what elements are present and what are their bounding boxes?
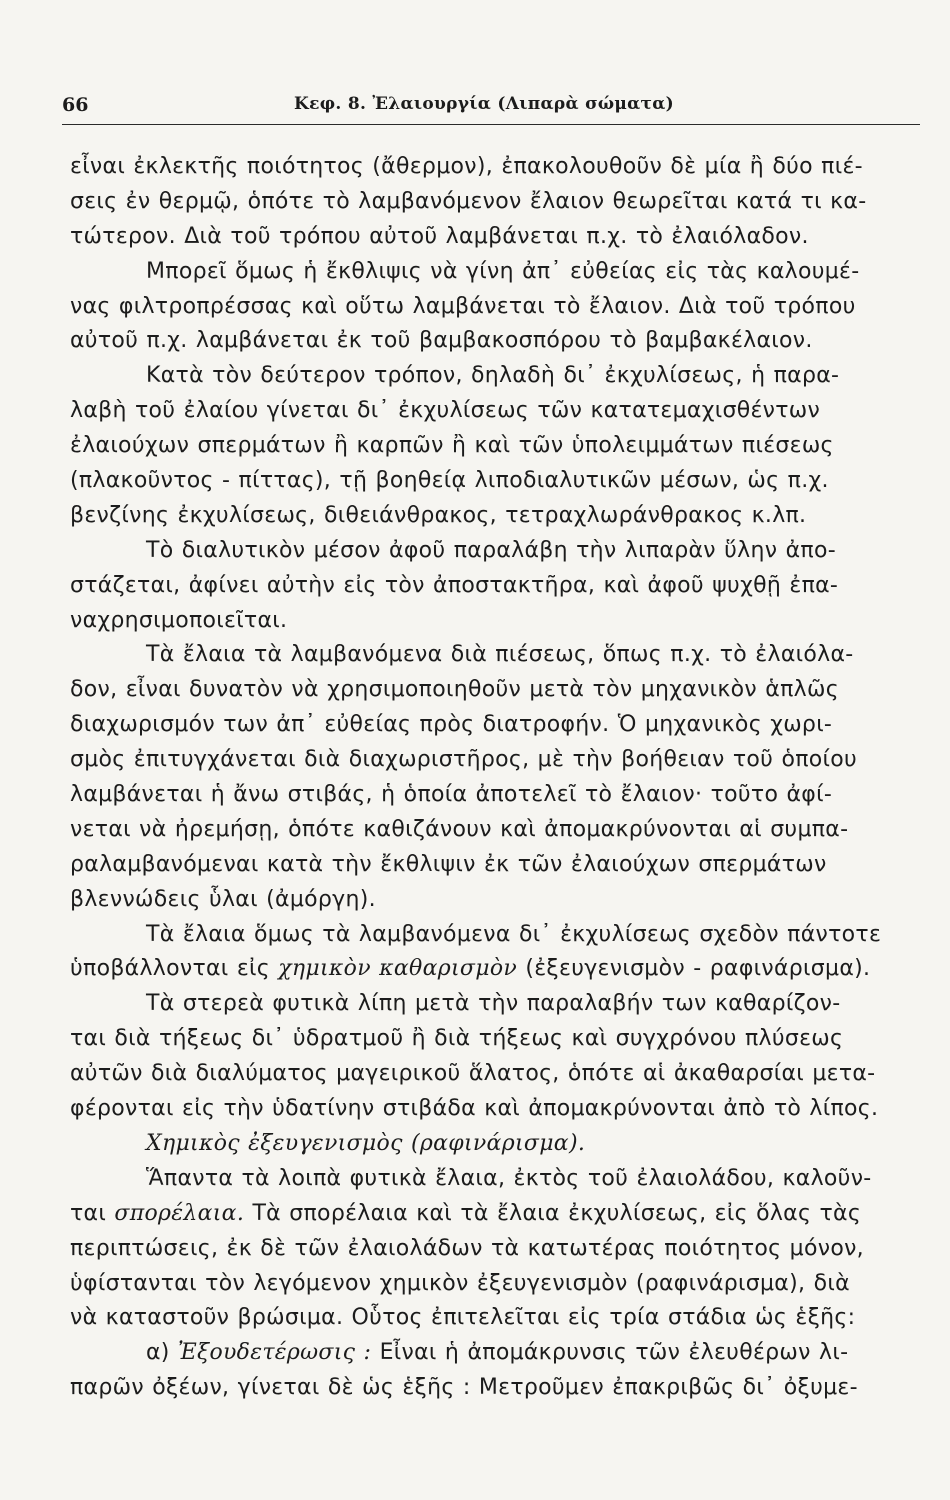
text-line bbox=[70, 952, 926, 987]
header-rule bbox=[62, 124, 920, 125]
text-line: τώτερον. Διὰ τοῦ τρόπου αὐτοῦ λαμβάνεται π.χ. τὸ ἐλαιόλαδον. bbox=[70, 223, 809, 249]
text-line: παρῶν ὀξέων, γίνεται δὲ ὡς ἑξῆς : Μετροῦμεν ἐπακριβῶς δι᾽ ὀξυμε- bbox=[70, 1375, 858, 1401]
text-line: ραλαμβανόμεναι κατὰ τὴν ἔκθλιψιν ἐκ τῶν ἐλαιούχων σπερμάτων bbox=[70, 851, 827, 877]
text-line: λαβὴ τοῦ ἐλαίου γίνεται δι᾽ ἐκχυλίσεως τῶν κατατεμαχισθέντων bbox=[70, 398, 821, 424]
text-line: φέρονται εἰς τὴν ὑδατίνην στιβάδα καὶ ἀπομακρύνονται ἀπὸ τὸ λίπος. bbox=[70, 1096, 879, 1122]
page-header bbox=[62, 86, 920, 122]
text-line bbox=[70, 1336, 926, 1371]
text-line: νας φιλτροπρέσσας καὶ οὕτω λαμβάνεται τὸ ἔλαιον. Διὰ τοῦ τρόπου bbox=[70, 293, 856, 319]
emphasis-chemical-cleaning: χημικὸν καθαρισμὸν bbox=[278, 956, 518, 982]
text-line bbox=[70, 1197, 926, 1232]
text-line: ναχρησιμοποιεῖται. bbox=[70, 607, 288, 633]
page-body bbox=[70, 150, 926, 1406]
text-run: ται bbox=[70, 1200, 107, 1226]
text-line: Τὰ ἔλαια ὅμως τὰ λαμβανόμενα δι᾽ ἐκχυλίσεως σχεδὸν πάντοτε bbox=[146, 921, 882, 947]
text-line: περιπτώσεις, ἐκ δὲ τῶν ἐλαιολάδων τὰ κατωτέρας ποιότητος μόνον, bbox=[70, 1235, 864, 1261]
text-line: Τὸ διαλυτικὸν μέσον ἀφοῦ παραλάβη τὴν λιπαρὰν ὕλην ἀπο- bbox=[146, 537, 836, 563]
text-line: Ἅπαντα τὰ λοιπὰ φυτικὰ ἔλαια, ἐκτὸς τοῦ ἐλαιολάδου, καλοῦν- bbox=[146, 1165, 872, 1191]
text-line: (πλακοῦντος - πίττας), τῇ βοηθείᾳ λιποδιαλυτικῶν μέσων, ὡς π.χ. bbox=[70, 468, 829, 494]
text-line: ὑφίστανται τὸν λεγόμενον χημικὸν ἐξευγενισμὸν (ραφινάρισμα), διὰ bbox=[70, 1270, 850, 1296]
page-number: 66 bbox=[62, 94, 89, 116]
text-line: εἶναι ἐκλεκτῆς ποιότητος (ἄθερμον), ἐπακολουθοῦν δὲ μία ἢ δύο πιέ- bbox=[70, 154, 863, 179]
text-line: σμὸς ἐπιτυγχάνεται διὰ διαχωριστῆρος, μὲ τὴν βοήθειαν τοῦ ὁποίου bbox=[70, 747, 858, 773]
text-line: Τὰ στερεὰ φυτικὰ λίπη μετὰ τὴν παραλαβήν των καθαρίζον- bbox=[146, 991, 841, 1017]
text-line: σεις ἐν θερμῷ, ὁπότε τὸ λαμβανόμενον ἔλαιον θεωρεῖται κατά τι κα- bbox=[70, 188, 867, 214]
text-line: βενζίνης ἐκχυλίσεως, διθειάνθρακος, τετραχλωράνθρακος κ.λπ. bbox=[70, 502, 807, 528]
list-marker: α) bbox=[146, 1340, 170, 1366]
text-line: αὐτοῦ π.χ. λαμβάνεται ἐκ τοῦ βαμβακοσπόρου τὸ βαμβακέλαιον. bbox=[70, 328, 813, 354]
text-run: ὑποβάλλονται εἰς bbox=[70, 956, 270, 982]
text-line: ἐλαιούχων σπερμάτων ἢ καρπῶν ἢ καὶ τῶν ὑπολειμμάτων πιέσεως bbox=[70, 433, 834, 459]
text-line: Μπορεῖ ὅμως ἡ ἔκθλιψις νὰ γίνη ἀπ᾽ εὐθείας εἰς τὰς καλουμέ- bbox=[146, 258, 860, 284]
text-line: νὰ καταστοῦν βρώσιμα. Οὗτος ἐπιτελεῖται εἰς τρία στάδια ὡς ἑξῆς: bbox=[70, 1305, 856, 1331]
text-run: Τὰ σπορέλαια καὶ τὰ ἔλαια ἐκχυλίσεως, εἰς ὅλας τὰς bbox=[252, 1200, 862, 1226]
text-line bbox=[70, 1127, 926, 1162]
text-line: νεται νὰ ἠρεμήσῃ, ὁπότε καθιζάνουν καὶ ἀπομακρύνονται αἱ συμπα- bbox=[70, 816, 849, 842]
text-line: διαχωρισμόν των ἀπ᾽ εὐθείας πρὸς διατροφήν. Ὁ μηχανικὸς χωρι- bbox=[70, 712, 833, 738]
emphasis-neutralization: Ἐξουδετέρωσις : bbox=[177, 1340, 372, 1366]
text-line: στάζεται, ἀφίνει αὐτὴν εἰς τὸν ἀποστακτῆρα, καὶ ἀφοῦ ψυχθῇ ἐπα- bbox=[70, 572, 839, 598]
text-line: αὐτῶν διὰ διαλύματος μαγειρικοῦ ἅλατος, ὁπότε αἱ ἀκαθαρσίαι μετα- bbox=[70, 1061, 876, 1087]
text-line: δον, εἶναι δυνατὸν νὰ χρησιμοποιηθοῦν μετὰ τὸν μηχανικὸν ἁπλῶς bbox=[70, 677, 839, 703]
section-subheading: Χημικὸς ἐξευγενισμὸς (ραφινάρισμα). bbox=[146, 1130, 586, 1156]
emphasis-seed-oils: σπορέλαια. bbox=[114, 1200, 245, 1226]
text-line: βλεννώδεις ὗλαι (ἀμόργη). bbox=[70, 886, 376, 912]
text-line: λαμβάνεται ἡ ἄνω στιβάς, ἡ ὁποία ἀποτελεῖ τὸ ἔλαιον· τοῦτο ἀφί- bbox=[70, 782, 833, 808]
text-run: Εἶναι ἡ ἀπομάκρυνσις τῶν ἐλευθέρων λι- bbox=[379, 1340, 849, 1366]
text-line: Κατὰ τὸν δεύτερον τρόπον, δηλαδὴ δι᾽ ἐκχυλίσεως, ἡ παρα- bbox=[146, 363, 840, 389]
text-run: (ἐξευγενισμὸν - ραφινάρισμα). bbox=[525, 956, 871, 982]
text-line: ται διὰ τήξεως δι᾽ ὑδρατμοῦ ἢ διὰ τήξεως καὶ συγχρόνου πλύσεως bbox=[70, 1026, 844, 1052]
text-line: Τὰ ἔλαια τὰ λαμβανόμενα διὰ πιέσεως, ὅπως π.χ. τὸ ἐλαιόλα- bbox=[146, 642, 854, 668]
running-title: Κεφ. 8. Ἐλαιουργία (Λιπαρὰ σώματα) bbox=[294, 94, 675, 114]
